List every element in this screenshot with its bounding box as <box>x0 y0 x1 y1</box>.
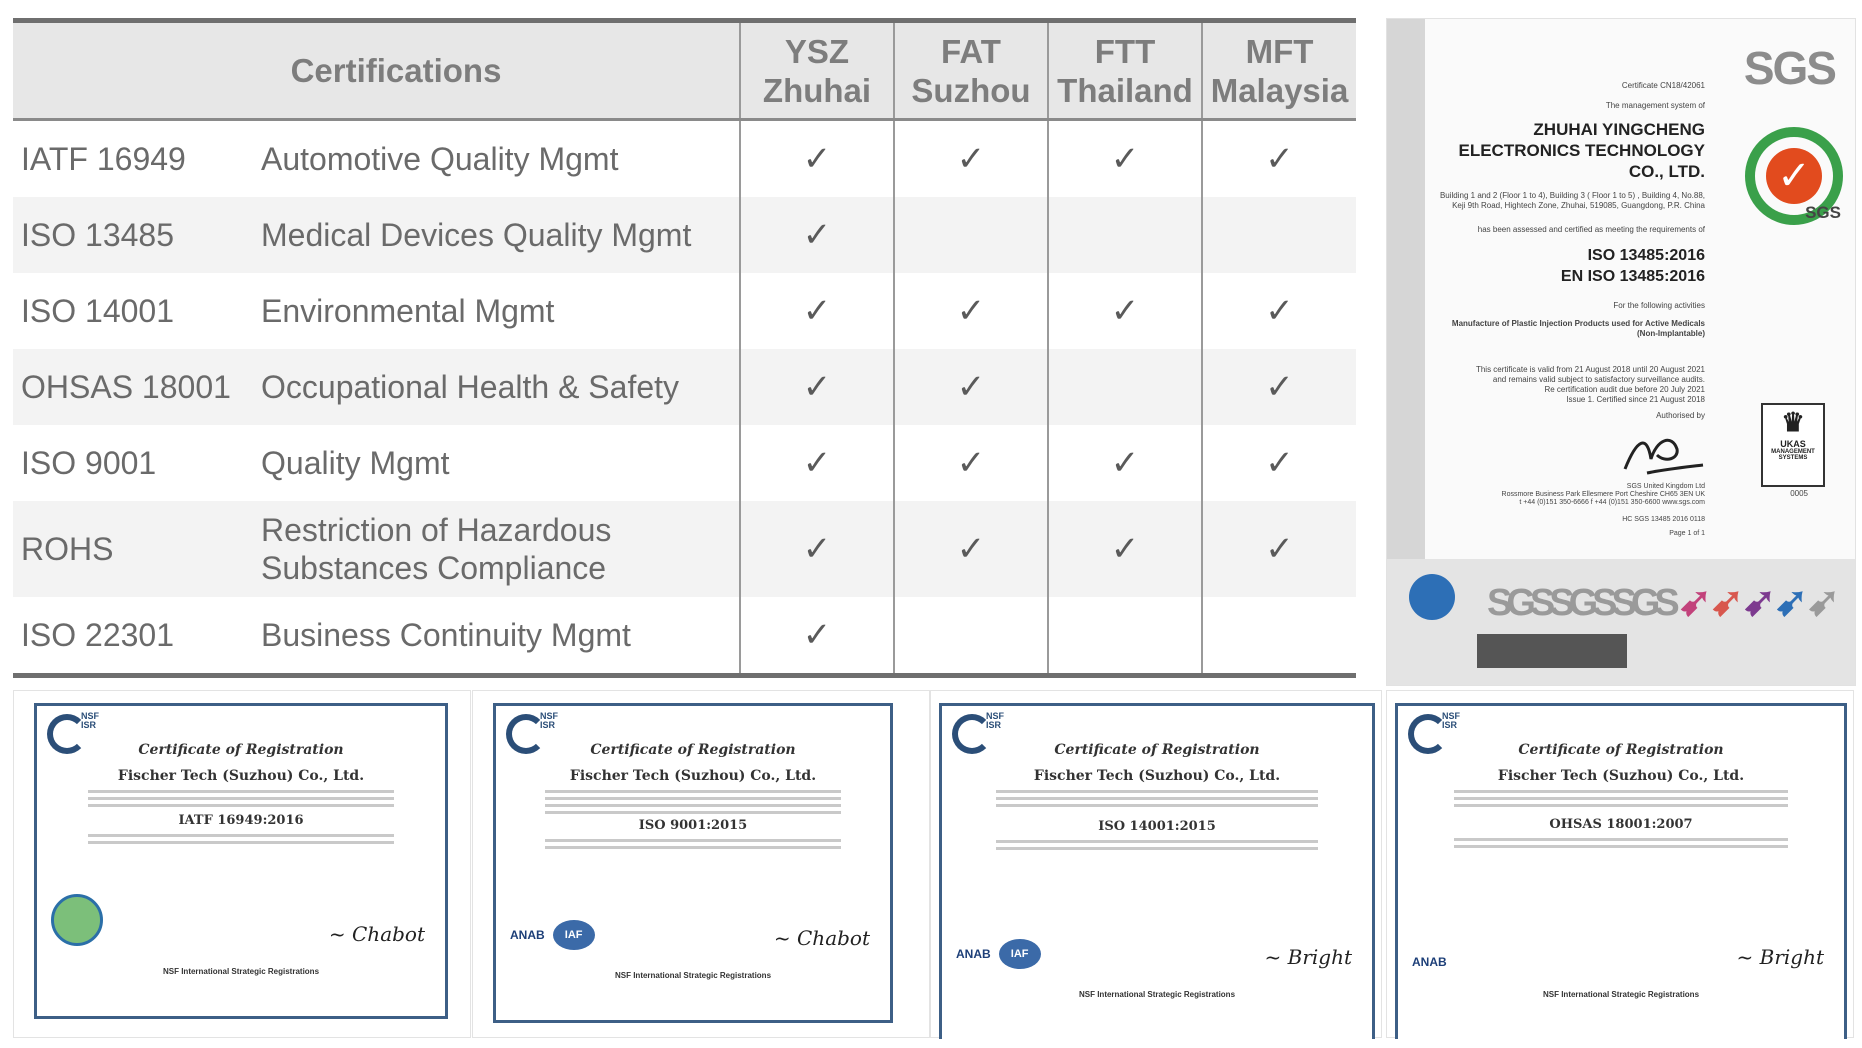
check-icon: ✓ <box>1048 273 1202 349</box>
validity-line: This certificate is valid from 21 August 2018 until 20 August 2021 <box>1475 365 1705 374</box>
sgs-iso13485-certificate <box>1386 18 1856 686</box>
check-icon: ✓ <box>740 349 894 425</box>
certificate-title: Certificate of Registration <box>138 742 344 758</box>
signature: ~ Bright <box>1736 945 1824 969</box>
accreditation-marks <box>51 894 103 946</box>
certification-description <box>261 425 740 501</box>
certification-code: ISO 22301 <box>21 616 174 653</box>
certificate-standard: ISO 9001:2015 <box>638 818 748 833</box>
certificate-company: Fischer Tech (Suzhou) Co., Ltd. <box>117 768 365 784</box>
address-line: Building 1 and 2 (Floor 1 to 4), Building 3 ( Floor 1 to 5) , Building 4, No.88, <box>1439 191 1705 200</box>
company-address <box>1440 191 1705 211</box>
check-icon: ✓ <box>740 120 894 198</box>
certificate-frame <box>34 703 448 1019</box>
nsf-iso14001-certificate <box>930 690 1382 1038</box>
company-line: ELECTRONICS TECHNOLOGY <box>1458 141 1705 160</box>
ukas-mark <box>1761 403 1825 487</box>
table-title: Certifications <box>290 52 502 89</box>
table-row <box>13 120 1356 198</box>
site-location: Thailand <box>1057 71 1193 109</box>
certificate-title: Certificate of Registration <box>1054 742 1260 758</box>
site-location: Malaysia <box>1210 71 1349 109</box>
assessed-statement: has been assessed and certified as meeting the requirements of <box>1477 225 1705 234</box>
issuing-organization: NSF International Strategic Registrations <box>614 971 772 980</box>
nsf-ohsas18001-certificate <box>1386 690 1854 1038</box>
certificate-scope <box>545 839 841 849</box>
check-icon: ✓ <box>894 120 1048 198</box>
bird-icon: ➹ <box>1742 580 1770 624</box>
accreditation-marks <box>1412 955 1447 969</box>
description-line: Occupational Health & Safety <box>261 369 680 405</box>
issuing-organization: NSF International Strategic Registrations <box>162 967 320 976</box>
certificate-standard: ISO 14001:2015 <box>1098 819 1216 834</box>
company-line: ZHUHAI YINGCHENG <box>1533 120 1705 139</box>
table-row <box>13 425 1356 501</box>
check-icon: ✓ <box>740 597 894 676</box>
check-icon: ✓ <box>1202 120 1356 198</box>
certificate-intro: The management system of <box>1605 101 1705 110</box>
column-header-mft-malaysia <box>1202 21 1356 120</box>
site-code: MFT <box>1245 32 1314 70</box>
nsf-iatf16949-certificate <box>13 690 471 1038</box>
validity-statement <box>1476 365 1705 405</box>
activities-intro: For the following activities <box>1613 301 1705 310</box>
office-line: t +44 (0)151 350-6666 f +44 (0)151 350-6600 www.sgs.com <box>1519 499 1705 506</box>
certificate-number: Certificate CN18/42061 <box>1621 81 1705 90</box>
standard-line: EN ISO 13485:2016 <box>1560 268 1705 285</box>
check-icon: ✓ <box>740 273 894 349</box>
nsf-logo-text: NSF ISR <box>81 711 99 730</box>
anab-logo: ANAB <box>1412 955 1447 969</box>
ukas-number: 0005 <box>1790 489 1808 498</box>
check-icon: ✓ <box>740 501 894 597</box>
certificate-company: Fischer Tech (Suzhou) Co., Ltd. <box>1497 768 1745 784</box>
iaf-logo: IAF <box>999 939 1041 969</box>
certified-standards <box>1561 245 1705 287</box>
column-header-ftt-thailand <box>1048 21 1202 120</box>
certification-description <box>261 501 740 597</box>
check-icon: ✓ <box>1048 425 1202 501</box>
ukas-sub: SYSTEMS <box>1778 455 1808 461</box>
certification-description <box>261 273 740 349</box>
empty-cell <box>1202 197 1356 273</box>
certification-description <box>261 349 740 425</box>
anab-logo: ANAB <box>510 928 545 942</box>
sgs-logo: SGS <box>1743 42 1835 94</box>
check-icon: ✓ <box>740 197 894 273</box>
description-line: Medical Devices Quality Mgmt <box>261 217 692 253</box>
empty-cell <box>1202 597 1356 676</box>
column-header-ysz-zhuhai <box>740 21 894 120</box>
activity-line: (Non-Implantable) <box>1637 329 1705 338</box>
empty-cell <box>1048 197 1202 273</box>
nsf-logo <box>1408 711 1460 754</box>
site-location: Zhuhai <box>762 71 872 109</box>
certificate-frame <box>939 703 1375 1039</box>
check-icon: ✓ <box>1048 501 1202 597</box>
bird-icon: ➹ <box>1806 580 1835 624</box>
check-icon: ✓ <box>894 349 1048 425</box>
certificate-scope <box>88 834 394 844</box>
check-icon: ✓ <box>1202 349 1356 425</box>
certification-code: ROHS <box>21 530 114 567</box>
signature: ~ Chabot <box>328 922 425 946</box>
table-header-row <box>13 21 1356 120</box>
table-row <box>13 273 1356 349</box>
certificate-fine-print <box>88 790 394 807</box>
certificate-standard: IATF 16949:2016 <box>178 813 304 828</box>
accreditation-marks <box>956 939 1041 969</box>
certificate-frame <box>1395 703 1847 1039</box>
bird-icon: ➹ <box>1678 580 1706 624</box>
validity-line: Re certification audit due before 20 July 2021 <box>1544 385 1705 394</box>
nsf-logo-text: NSF ISR <box>1442 711 1460 730</box>
certificate-ref: HC SGS 13485 2016 0118 <box>1622 516 1705 523</box>
certificate-fine-print <box>545 790 841 814</box>
certificate-title: Certificate of Registration <box>1518 742 1724 758</box>
certificate-company: Fischer Tech (Suzhou) Co., Ltd. <box>1033 768 1281 784</box>
description-line: Business Continuity Mgmt <box>261 617 631 653</box>
description-line: Environmental Mgmt <box>261 293 555 329</box>
office-line: SGS United Kingdom Ltd <box>1626 483 1705 490</box>
check-icon: ✓ <box>1766 148 1822 204</box>
crown-icon: ♛ <box>1781 407 1805 437</box>
table-row <box>13 349 1356 425</box>
certification-code: ISO 13485 <box>21 216 174 253</box>
site-location: Suzhou <box>911 71 1031 109</box>
check-icon: ✓ <box>1202 501 1356 597</box>
nsf-logo <box>47 711 99 754</box>
nsf-logo <box>506 711 558 754</box>
certificate-title: Certificate of Registration <box>590 742 796 758</box>
validity-line: and remains valid subject to satisfactory surveillance audits. <box>1492 375 1705 384</box>
issuing-organization: NSF International Strategic Registrations <box>1078 990 1236 999</box>
certification-code: IATF 16949 <box>21 140 186 177</box>
bird-icon: ➹ <box>1710 580 1738 624</box>
table-row <box>13 197 1356 273</box>
certified-activities <box>1452 319 1705 339</box>
empty-cell <box>1048 349 1202 425</box>
empty-cell <box>894 197 1048 273</box>
check-icon: ✓ <box>894 501 1048 597</box>
validity-line: Issue 1. Certified since 21 August 2018 <box>1566 395 1705 404</box>
check-icon: ✓ <box>894 273 1048 349</box>
accreditation-marks <box>510 920 595 950</box>
column-header-fat-suzhou <box>894 21 1048 120</box>
description-line: Automotive Quality Mgmt <box>261 141 619 177</box>
certificate-scope <box>1454 838 1789 848</box>
check-icon: ✓ <box>1048 120 1202 198</box>
address-line: Keji 9th Road, Hightech Zone, Zhuhai, 519085, Guangdong, P.R. China <box>1452 201 1705 210</box>
certificate-standard: OHSAS 18001:2007 <box>1549 817 1693 832</box>
standard-line: ISO 13485:2016 <box>1587 247 1705 264</box>
check-icon: ✓ <box>740 425 894 501</box>
certificate-edge <box>1387 19 1425 559</box>
badge-label: SGS <box>1805 203 1841 222</box>
certifications-table <box>13 18 1356 678</box>
certificate-company: Fischer Tech (Suzhou) Co., Ltd. <box>569 768 817 784</box>
certification-description <box>261 597 740 676</box>
sgs-bird-banner <box>1487 579 1834 625</box>
certification-code: ISO 9001 <box>21 444 157 481</box>
certificate-frame <box>493 703 893 1023</box>
site-code: FAT <box>941 32 1001 70</box>
description-line: Restriction of Hazardous <box>261 512 612 548</box>
signature: ~ Bright <box>1264 945 1352 969</box>
ukas-sub: MANAGEMENT <box>1771 449 1815 455</box>
issuing-organization: NSF International Strategic Registrations <box>1542 990 1700 999</box>
certificate-fine-print <box>996 790 1319 807</box>
table-row <box>13 597 1356 676</box>
certified-company <box>1458 119 1705 182</box>
iatf-globe-icon <box>51 894 103 946</box>
description-line: Substances Compliance <box>261 550 607 586</box>
description-line: Quality Mgmt <box>261 445 450 481</box>
empty-cell <box>1048 597 1202 676</box>
ukas-label: UKAS <box>1780 439 1806 449</box>
nsf-logo <box>952 711 1004 754</box>
check-icon: ✓ <box>894 425 1048 501</box>
company-line: CO., LTD. <box>1628 162 1705 181</box>
nsf-iso9001-certificate <box>472 690 930 1038</box>
sgs-office <box>1502 483 1705 507</box>
certificate-fine-print <box>1454 790 1789 807</box>
check-icon: ✓ <box>1202 273 1356 349</box>
office-line: Rossmore Business Park Ellesmere Port Cheshire CH65 3EN UK <box>1501 491 1705 498</box>
table-row <box>13 501 1356 597</box>
signature: ~ Chabot <box>773 926 870 950</box>
page-indicator: Page 1 of 1 <box>1669 530 1705 537</box>
site-code: FTT <box>1094 32 1156 70</box>
anab-logo: ANAB <box>956 947 991 961</box>
signature <box>1617 429 1707 490</box>
authorised-by: Authorised by <box>1656 411 1705 420</box>
check-icon: ✓ <box>1202 425 1356 501</box>
certificate-footnote-block <box>1477 634 1627 668</box>
nsf-logo-text: NSF ISR <box>540 711 558 730</box>
globe-icon <box>1409 574 1455 620</box>
nsf-logo-text: NSF ISR <box>986 711 1004 730</box>
banner-text: SGSSGSSGS <box>1487 582 1674 624</box>
certification-description <box>261 197 740 273</box>
certification-code: ISO 14001 <box>21 292 174 329</box>
certification-description <box>261 120 740 198</box>
activity-line: Manufacture of Plastic Injection Products used for Active Medicals <box>1451 319 1705 328</box>
certification-code: OHSAS 18001 <box>21 368 231 405</box>
bird-icon: ➹ <box>1774 580 1803 624</box>
certificate-scope <box>996 840 1319 850</box>
empty-cell <box>894 597 1048 676</box>
site-code: YSZ <box>784 32 850 70</box>
iaf-logo: IAF <box>553 920 595 950</box>
